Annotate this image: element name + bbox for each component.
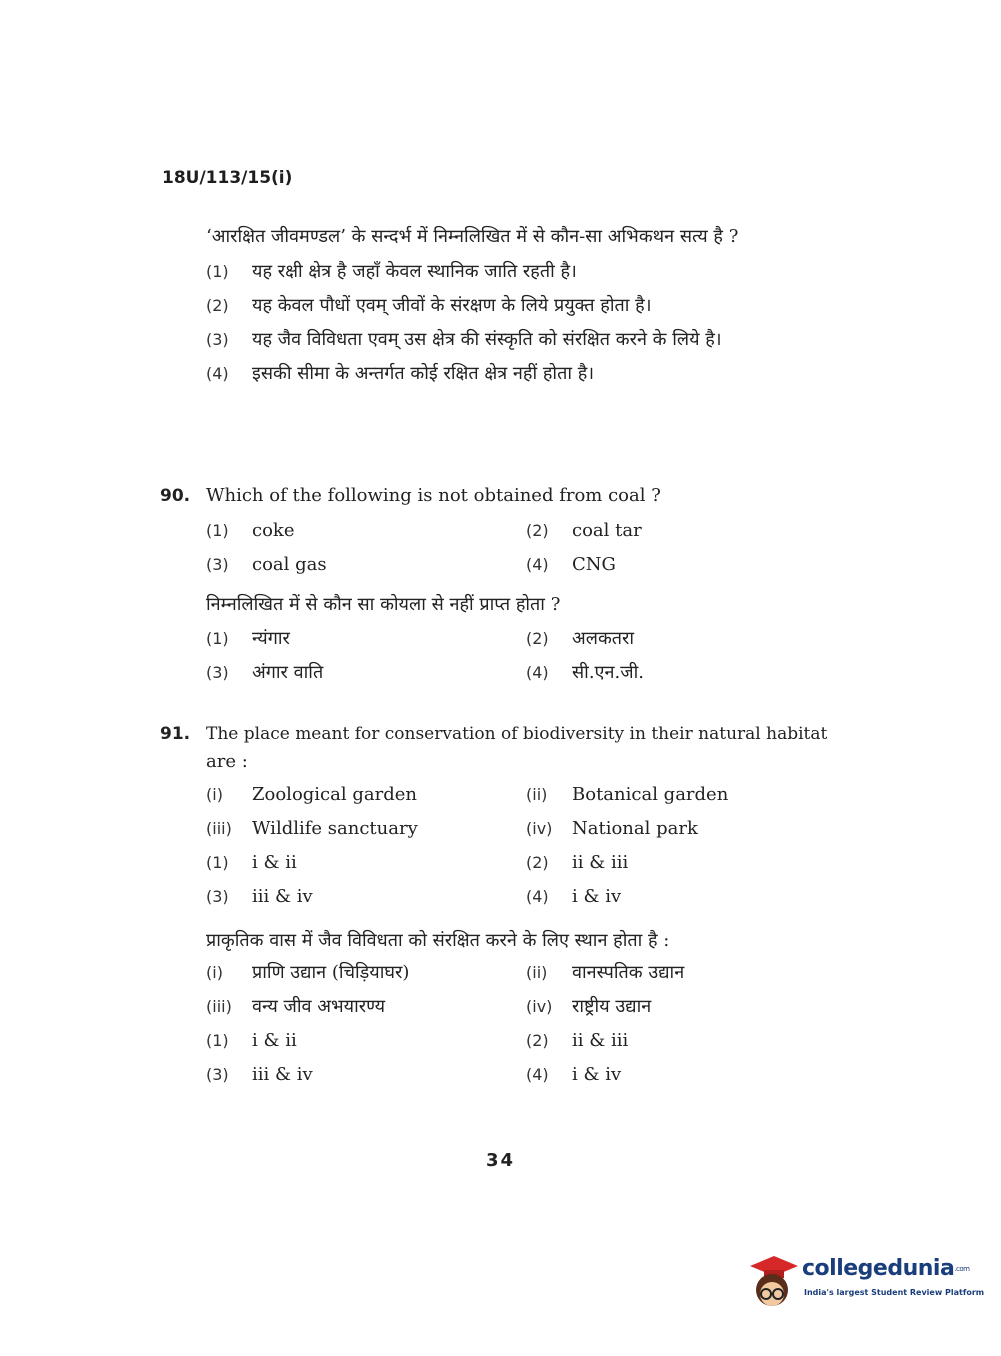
q91-item-i: (i) Zoological garden [206,784,417,805]
q90-options-row-1 [160,516,840,550]
logo-name: collegedunia.com [802,1256,970,1281]
q91-block [160,720,840,1094]
q90-option-4: (4) CNG [526,554,616,575]
q91-options-row-2 [160,882,840,916]
q90-options-row-2 [160,550,840,584]
q91-question-cont: are : [206,751,248,772]
q91-number: 91. [160,724,191,744]
q90-hindi-option-3: (3) अंगार वाति [206,662,324,683]
q90-hindi-option-2: (2) अलकतरा [526,628,635,649]
collegedunia-logo[interactable] [744,1252,985,1314]
q91-question: 91. The place meant for conservation of biodiversity in their natural habitat [160,720,840,748]
q89-option-4: (4) इसकी सीमा के अन्तर्गत कोई रक्षित क्षेत्र नहीं होता है। [206,363,595,384]
page-number: 34 [485,1150,516,1171]
q90-hindi-option-4: (4) सी.एन.जी. [526,662,644,683]
q90-option-3: (3) coal gas [206,554,327,575]
q91-hindi-items-row-1 [160,958,840,992]
q91-option-2: (2) ii & iii [526,852,629,873]
q91-hindi-items-row-2 [160,992,840,1026]
q91-option-1: (1) i & ii [206,852,297,873]
q90-number: 90. [160,486,191,506]
q89-option-1: (1) यह रक्षी क्षेत्र है जहाँ केवल स्थानिक जाति रहती है। [206,261,577,282]
q91-hindi-item-i: (i) प्राणि उद्यान (चिड़ियाघर) [206,962,410,983]
q91-items-row-2 [160,814,840,848]
mascot-icon [744,1252,800,1314]
q91-hindi-options-row-2 [160,1060,840,1094]
q91-hindi-option-1: (1) i & ii [206,1030,297,1051]
q91-item-ii: (ii) Botanical garden [526,784,729,805]
q91-items-row-1 [160,780,840,814]
logo-tagline: India's largest Student Review Platform [804,1288,985,1297]
q91-item-iii: (iii) Wildlife sanctuary [206,818,418,839]
q90-question: 90. Which of the following is not obtained from coal ? [160,482,840,510]
q91-item-iv: (iv) National park [526,818,698,839]
q89-hindi-question: ‘आरक्षित जीवमण्डल’ के सन्दर्भ में निम्नलिखित में से कौन-सा अभिकथन सत्य है ? [206,226,739,247]
q91-hindi-item-iv: (iv) राष्ट्रीय उद्यान [526,996,652,1017]
paper-code: 18U/113/15(i) [162,168,293,188]
q91-option-4: (4) i & iv [526,886,622,907]
q91-option-3: (3) iii & iv [206,886,313,907]
q91-hindi-option-2: (2) ii & iii [526,1030,629,1051]
q91-hindi-item-ii: (ii) वानस्पतिक उद्यान [526,962,685,983]
q91-hindi-option-4: (4) i & iv [526,1064,622,1085]
q90-hindi-option-1: (1) न्यंगार [206,628,290,649]
q91-hindi-options-row-1 [160,1026,840,1060]
q90-option-1: (1) coke [206,520,295,541]
q89-option-3: (3) यह जैव विविधता एवम् उस क्षेत्र की संस्कृति को संरक्षित करने के लिये है। [206,329,722,350]
q89-option-2: (2) यह केवल पौधों एवम् जीवों के संरक्षण के लिये प्रयुक्त होता है। [206,295,652,316]
q91-hindi-option-3: (3) iii & iv [206,1064,313,1085]
q90-hindi-question: निम्नलिखित में से कौन सा कोयला से नहीं प्राप्त होता ? [206,594,561,615]
q90-block [160,482,840,692]
q90-hindi-options-row-2 [160,658,840,692]
q91-hindi-question: प्राकृतिक वास में जैव विविधता को संरक्षित करने के लिए स्थान होता है : [206,930,670,951]
q90-hindi-options-row-1 [160,624,840,658]
q91-hindi-item-iii: (iii) वन्य जीव अभयारण्य [206,996,386,1017]
q90-option-2: (2) coal tar [526,520,642,541]
q91-options-row-1 [160,848,840,882]
q89-block [160,222,840,388]
